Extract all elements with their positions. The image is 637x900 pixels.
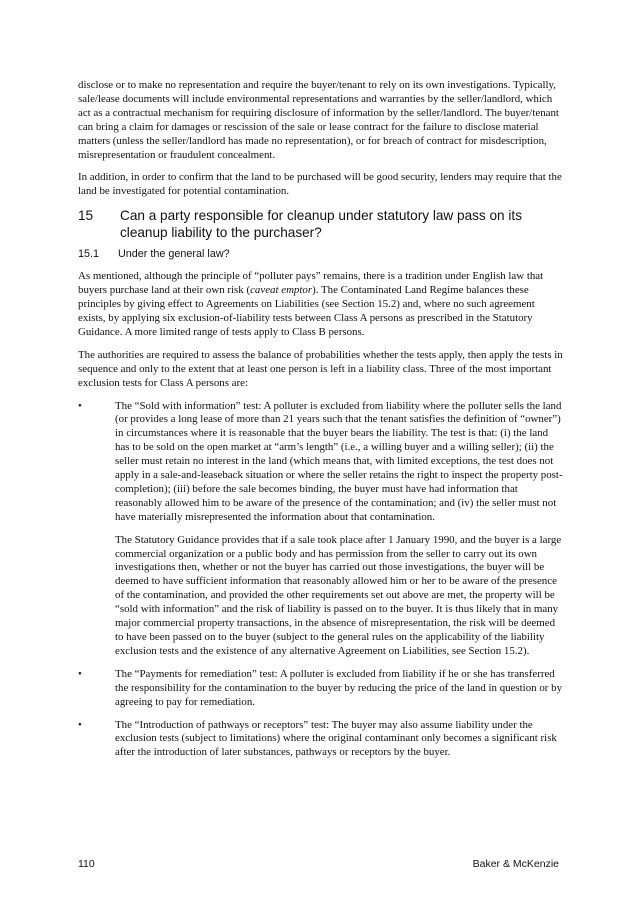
body-paragraph: The authorities are required to assess the balance of probabilities whether the tests apply, then apply the tests in sequence and only to the extent that at least one person is left in a liability class. Three of the most important exclusion tests for Class A persons are: [78,348,563,389]
section-heading [78,208,564,241]
intro-paragraph: In addition, in order to confirm that the land to be purchased will be good security, lenders may require that the land be investigated for potential contamination. [78,171,562,198]
bullet-mark: • [78,399,82,412]
page-footer [78,858,559,870]
body-text: ). The Contaminated Land Regime balances these principles by giving effect to Agreements on Liabilities (see Section 15.2) and, where no such agreement exists, by applying six exclusion-of-liability tests between Class A persons as prescribed in the Statutory Guidance. A more limited range of tests apply to Class B persons. [78,284,535,338]
bullet-body [115,668,564,710]
intro-paragraph: disclose or to make no representation and require the buyer/tenant to rely on its own investigations. Typically, sale/lease documents will include environmental representations and warranties by the seller/landlord, which act as a contractual mechanism for requiring disclosure of information by the seller/landlord. The buyer/tenant can bring a claim for damages or rescission of the sale or lease contract for the failure to disclose material matters (unless the seller/landlord has made no representation), or for breach of contract for misdescription, misrepresentation or fraudulent concealment. [78,79,559,161]
subsection-heading [78,247,564,261]
bullet-mark: • [78,718,82,731]
bullet-item [78,668,564,710]
bullet-item [78,400,564,659]
subsection-number: 15.1 [78,248,100,261]
bullet-paragraph: The “Sold with information” test: A polluter is excluded from liability where the polluter sells the land (or provides a long lease of more than 21 years such that the tenant satisfies the definition of “owner”) in circumstances where it is reasonable that the buyer bears the liability. The test is that: (i) the land has to be sold on the open market at “arm’s length” (i.e., a willing buyer and a willing seller); (ii) the seller must retain no interest in the land (which means that, with limited exceptions, the test does not apply in a sale-and-leaseback situation or where the seller retains the right to inspect the property post-completion); (iii) before the sale becomes binding, the buyer must have had information that reasonably allowed him to be aware of the presence of the contamination; and (iv) the seller must not have materially misrepresented the information about that contamination. [115,399,563,523]
bullet-body [115,719,564,761]
section-title: Can a party responsible for cleanup under statutory law pass on its cleanup liability to the purchaser? [120,208,522,240]
italic-term: caveat emptor [250,284,313,297]
bullet-item [78,719,564,761]
page-content [78,79,564,769]
bullet-mark: • [78,667,82,680]
body-paragraph [78,270,564,340]
bullet-paragraph: The “Introduction of pathways or receptors” test: The buyer may also assume liability under the exclusion tests (subject to limitations) where the original contaminant only becomes a significant risk after the introduction of later substances, pathways or receptors by the buyer. [115,718,557,759]
bullet-paragraph: The Statutory Guidance provides that if a sale took place after 1 January 1990, and the buyer is a large commercial organization or a public body and has permission from the seller to carry out its own investigations then, whether or not the buyer has carried out those investigations, the buyer will be deemed to have sufficient information that reasonably allowed him or her to be aware of the presence of the contamination, and provided the other requirements set out above are met, the property will be “sold with information” and the risk of liability is passed on to the buyer. It is thus likely that in many major commercial property transactions, in the absence of misrepresentation, the risk will be deemed to have been passed on to the buyer (subject to the general rules on the applicability of the liability exclusion tests and the existence of any alternative Agreement on Liabilities, see Section 15.2). [115,533,562,657]
page-number: 110 [78,858,95,870]
section-number: 15 [78,208,94,224]
firm-name: Baker & McKenzie [472,858,559,870]
bullet-paragraph: The “Payments for remediation” test: A polluter is excluded from liability if he or she has transferred the responsibility for the contamination to the buyer by reducing the price of the land in question or by agreeing to pay for remediation. [115,667,563,708]
bullet-body [115,400,564,659]
subsection-title: Under the general law? [118,248,230,261]
body-text: As mentioned, although the principle of “polluter pays” remains, there is a tradition under English law that buyers purchase land at their own risk ( [78,270,544,297]
